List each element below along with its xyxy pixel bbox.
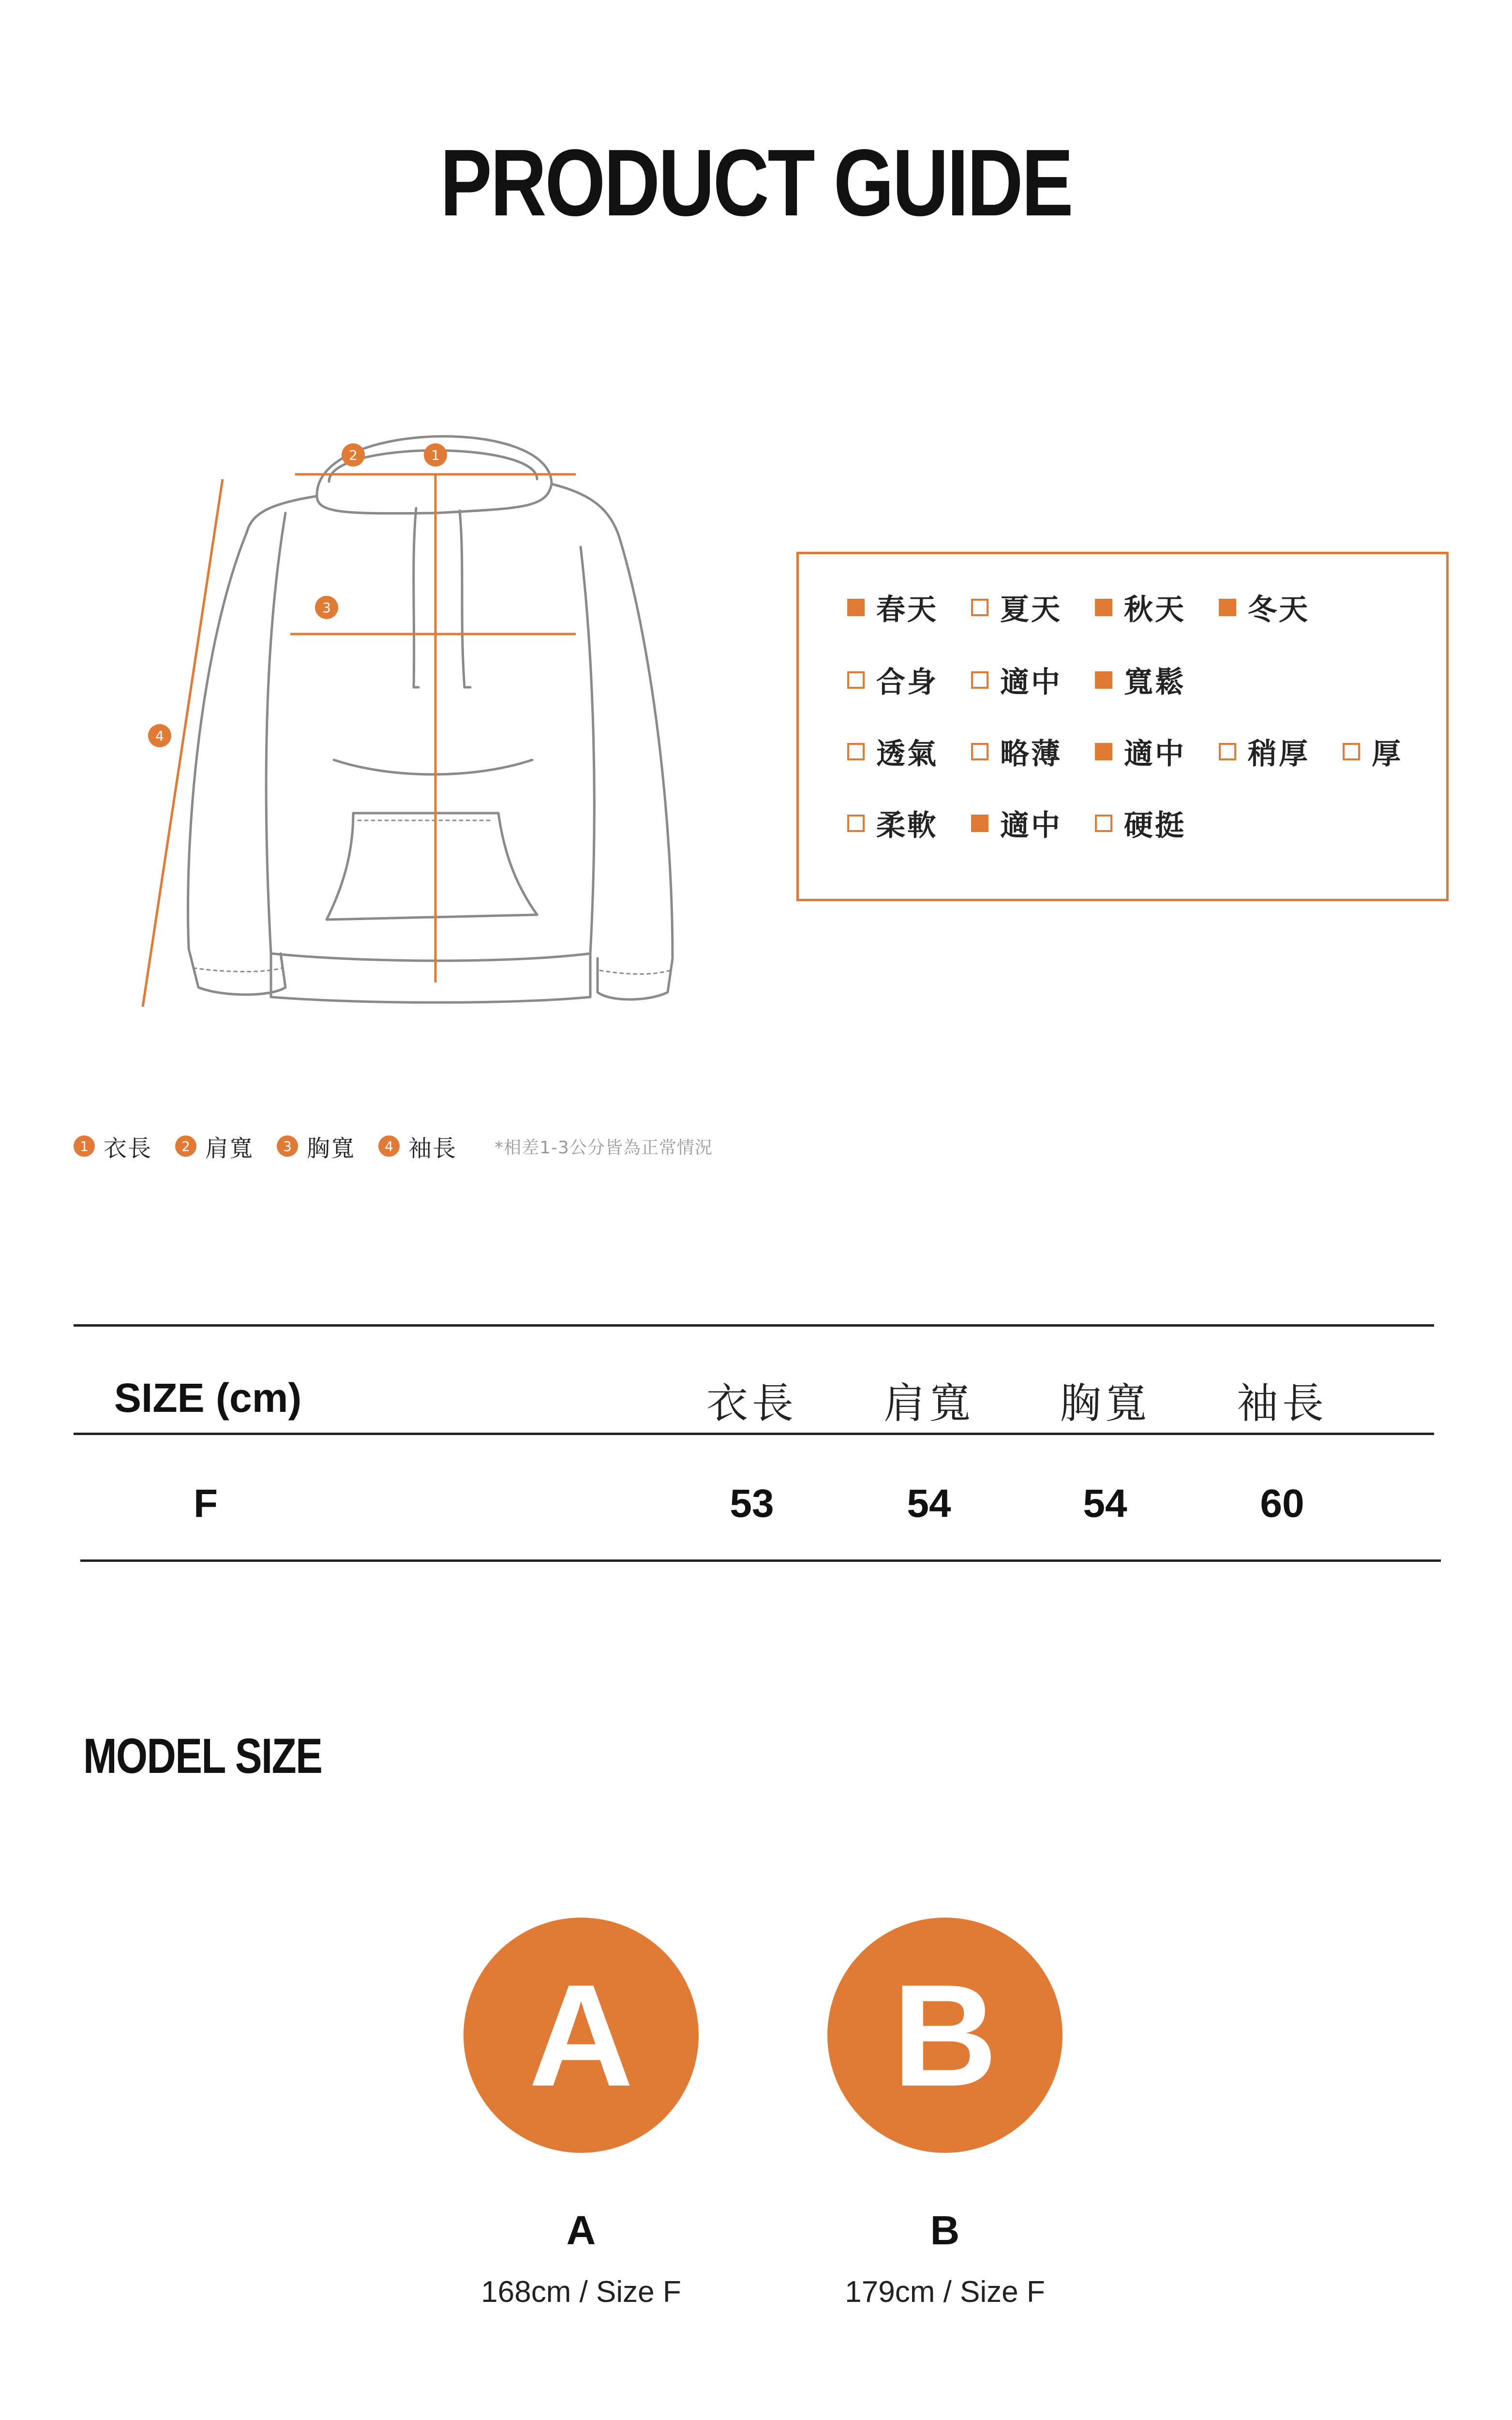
checkbox-icon — [847, 671, 865, 689]
measure-lines — [143, 474, 576, 1007]
attr-item — [847, 731, 971, 772]
attr-item — [847, 659, 971, 701]
attr-label: 合身 — [876, 666, 938, 699]
attr-item — [847, 802, 971, 844]
legend-label: 胸寬 — [307, 1134, 356, 1162]
attr-label: 硬挺 — [1124, 809, 1186, 843]
legend-number-badge: 1 — [74, 1135, 95, 1157]
model-b-spec: 179cm / Size F — [845, 2275, 1045, 2309]
attr-label: 夏天 — [1000, 593, 1062, 627]
page-title: PRODUCT GUIDE — [440, 130, 1072, 236]
legend-label: 肩寬 — [205, 1134, 254, 1162]
legend-item — [378, 1130, 457, 1163]
attribute-panel — [796, 552, 1449, 901]
checkbox-icon — [1343, 743, 1360, 760]
model-a-badge: A — [464, 1918, 699, 2153]
hoodie-outline — [188, 436, 673, 1002]
legend-number-badge: 3 — [277, 1135, 298, 1157]
attr-item — [971, 659, 1095, 701]
attr-label: 柔軟 — [876, 809, 938, 843]
attr-item — [1095, 587, 1219, 628]
marker-3: 3 — [322, 600, 331, 616]
attr-label: 適中 — [1000, 666, 1062, 699]
attr-label: 秋天 — [1124, 593, 1186, 627]
legend-number-badge: 2 — [175, 1135, 196, 1157]
checkbox-icon — [1219, 743, 1236, 760]
checkbox-icon — [847, 743, 865, 760]
checkbox-icon — [847, 599, 865, 616]
model-a-name: A — [566, 2208, 596, 2253]
model-size-title: MODEL SIZE — [83, 1728, 322, 1784]
attr-item — [971, 802, 1095, 844]
attr-item — [847, 587, 971, 628]
attr-label: 適中 — [1124, 737, 1186, 771]
table-bottom-rule — [80, 1559, 1441, 1562]
attr-row-fit — [847, 661, 1219, 699]
attr-item — [971, 587, 1095, 628]
legend-item — [277, 1130, 355, 1163]
size-table-header: SIZE (cm) — [114, 1375, 302, 1421]
diagram-markers — [148, 443, 447, 747]
model-b-badge: B — [827, 1918, 1063, 2153]
attr-label: 寬鬆 — [1124, 666, 1186, 699]
attr-item — [1095, 659, 1219, 701]
attr-item — [1219, 731, 1343, 772]
attr-label: 厚 — [1372, 737, 1403, 771]
checkbox-icon — [847, 815, 865, 832]
table-cell: 54 — [907, 1482, 951, 1526]
attr-label: 透氣 — [876, 737, 938, 771]
column-header: 袖長 — [1237, 1379, 1328, 1428]
table-header-rule — [74, 1433, 1434, 1435]
attr-row-texture — [847, 804, 1219, 843]
measurement-legend — [74, 1132, 713, 1161]
legend-label: 袖長 — [408, 1134, 457, 1162]
size-row-label: F — [194, 1482, 218, 1526]
legend-label: 衣長 — [104, 1134, 152, 1162]
table-top-rule — [74, 1324, 1434, 1327]
checkbox-icon — [1095, 599, 1112, 616]
tolerance-note: *相差1-3公分皆為正常情況 — [494, 1137, 713, 1158]
attr-item — [1095, 731, 1219, 772]
table-cell: 53 — [730, 1482, 774, 1526]
table-cell: 54 — [1083, 1482, 1127, 1526]
attr-item — [1219, 587, 1343, 628]
marker-1: 1 — [431, 447, 440, 463]
checkbox-icon — [971, 671, 988, 689]
checkbox-icon — [971, 743, 988, 760]
checkbox-icon — [1219, 599, 1236, 616]
attr-label: 春天 — [876, 593, 938, 627]
table-cell: 60 — [1260, 1482, 1304, 1526]
attr-label: 略薄 — [1000, 737, 1062, 771]
legend-number-badge: 4 — [378, 1135, 400, 1157]
model-a-spec: 168cm / Size F — [481, 2275, 681, 2309]
hoodie-measurement-diagram — [126, 387, 755, 1065]
column-header: 胸寬 — [1060, 1379, 1151, 1428]
marker-4: 4 — [155, 728, 164, 744]
attr-row-thickness — [847, 732, 1410, 771]
attr-label: 適中 — [1000, 809, 1062, 843]
checkbox-icon — [1095, 743, 1112, 760]
marker-2: 2 — [349, 447, 358, 463]
attr-row-season — [847, 588, 1343, 627]
attr-item — [971, 731, 1095, 772]
legend-item — [74, 1130, 152, 1163]
checkbox-icon — [971, 599, 988, 616]
model-b-name: B — [930, 2208, 960, 2253]
attr-label: 稍厚 — [1248, 737, 1310, 771]
attr-item — [1343, 731, 1410, 772]
column-header: 衣長 — [706, 1379, 797, 1428]
checkbox-icon — [1095, 815, 1112, 832]
column-header: 肩寬 — [883, 1379, 974, 1428]
checkbox-icon — [971, 815, 988, 832]
legend-item — [175, 1130, 254, 1163]
attr-item — [1095, 802, 1219, 844]
checkbox-icon — [1095, 671, 1112, 689]
attr-label: 冬天 — [1248, 593, 1310, 627]
